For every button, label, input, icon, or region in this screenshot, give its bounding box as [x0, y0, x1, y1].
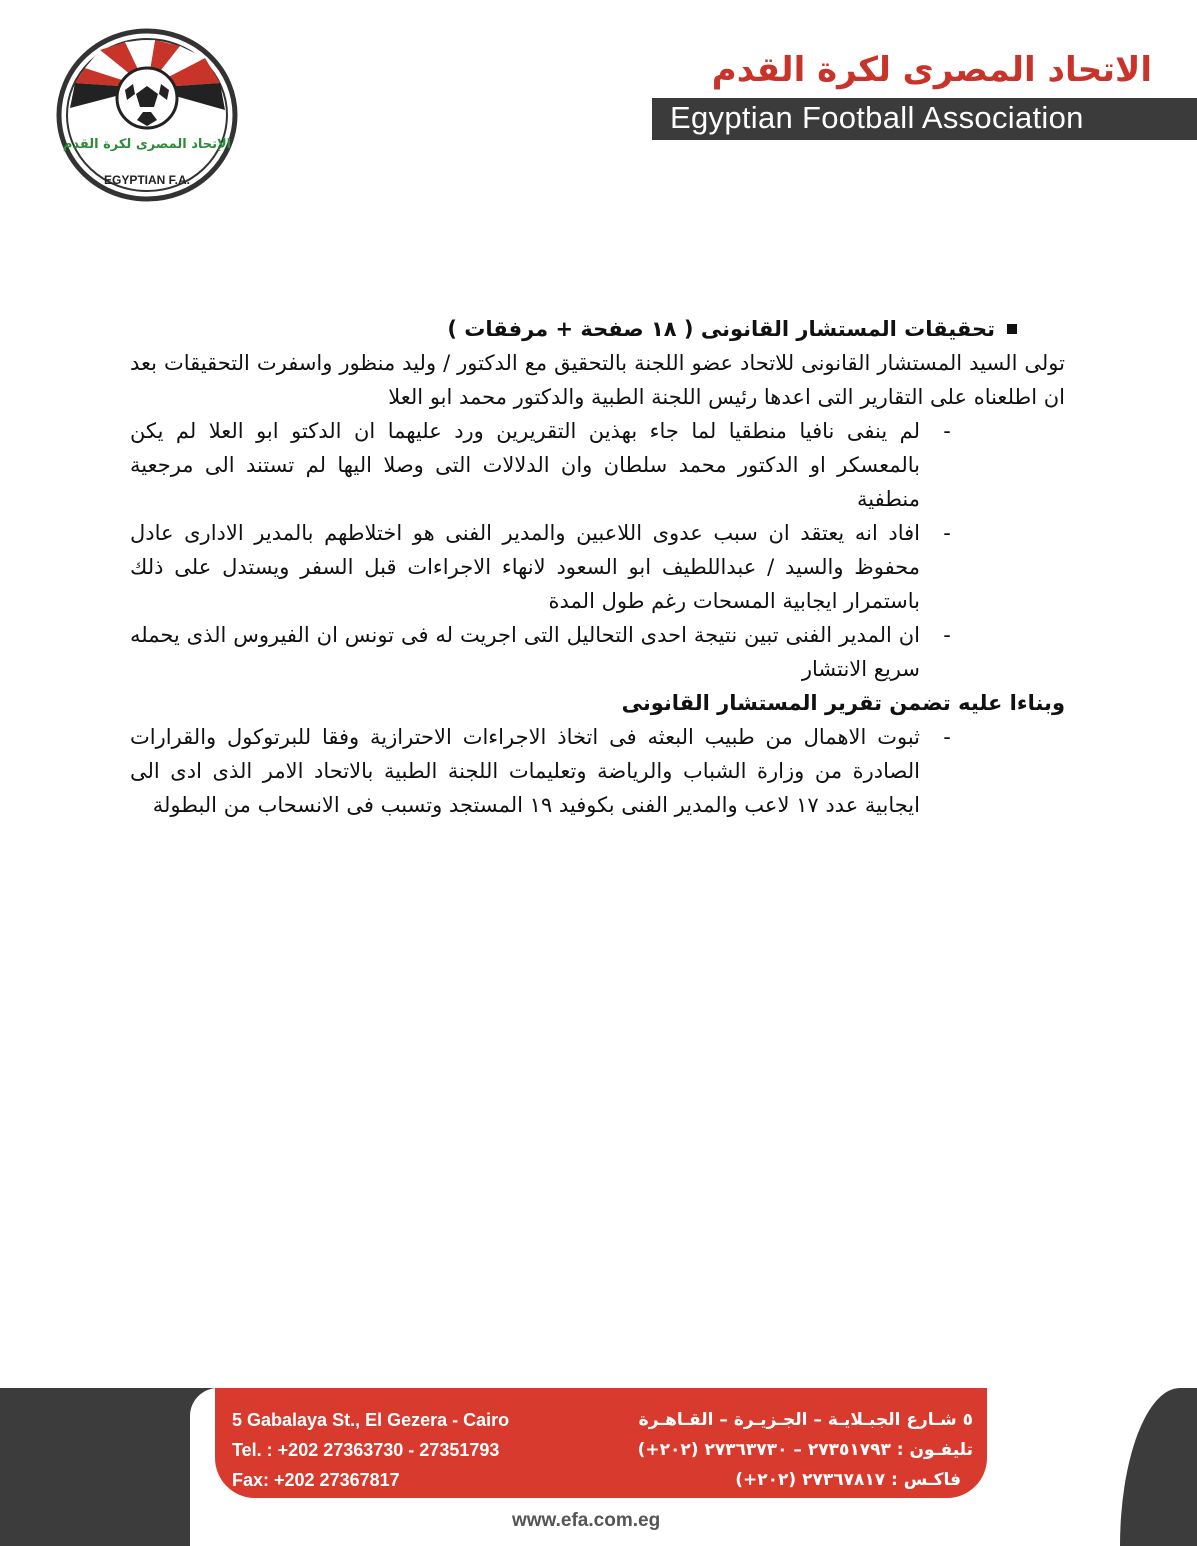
efa-logo — [55, 28, 240, 203]
conclusion-text: ثبوت الاهمال من طبيب البعثه فى اتخاذ الاجراءات الاحترازية وفقا للبرتوكول والقرارات الصادرة من وزارة الشباب والرياضة وتعليمات اللجنة الطبية بالاتحاد الامر الذى ادى الى ايجابية عدد ١٧ لاعب والمدير الفنى بكوفيد ١٩ المستجد وتسبب فى الانسحاب من البطولة — [130, 725, 920, 817]
footer-address-arabic: ٥ شـارع الجبـلايـة – الجـزيـرة – القـاهـرة — [638, 1410, 973, 1430]
conclusion-heading: وبناءا عليه تضمن تقرير المستشار القانونى — [621, 691, 1065, 715]
finding-item — [130, 516, 1065, 618]
dash-bullet-icon: - — [943, 521, 951, 545]
dash-bullet-icon: - — [943, 623, 951, 647]
footer-fax-english: Fax: +202 27367817 — [232, 1470, 400, 1490]
footer-fax-arabic: فاكـس : ٢٧٣٦٧٨١٧ (٢٠٢+) — [735, 1470, 961, 1490]
section-heading-text: تحقيقات المستشار القانونى ( ١٨ صفحة + مرفقات ) — [447, 317, 995, 341]
header-title-english: Egyptian Football Association — [670, 100, 1084, 135]
footer-tel-arabic: تليفـون : ٢٧٣٥١٧٩٣ – ٢٧٣٦٣٧٣٠ (٢٠٢+) — [637, 1440, 973, 1460]
finding-text: ان المدير الفنى تبين نتيجة احدى التحاليل التى اجريت له فى تونس ان الفيروس الذى يحمله سريع الانتشار — [130, 623, 920, 681]
logo-arabic-text: الإتحاد المصرى لكرة القدم — [62, 137, 232, 152]
footer-tel-english: Tel. : +202 27363730 - 27351793 — [232, 1440, 500, 1460]
footer-website-link[interactable]: www.efa.com.eg — [512, 1510, 661, 1531]
dash-bullet-icon: - — [943, 725, 951, 749]
footer-address-english: 5 Gabalaya St., El Gezera - Cairo — [232, 1410, 510, 1430]
dash-bullet-icon: - — [943, 419, 951, 443]
logo-english-text: EGYPTIAN F.A. — [103, 173, 191, 187]
square-bullet-icon — [1007, 324, 1017, 334]
intro-paragraph: تولى السيد المستشار القانونى للاتحاد عضو اللجنة بالتحقيق مع الدكتور / وليد منظور واسفرت التحقيقات بعد ان اطلعناه على التقارير التى اعدها رئيس اللجنة الطبية والدكتور محمد ابو العلا — [130, 351, 1065, 409]
finding-text: افاد انه يعتقد ان سبب عدوى اللاعبين والمدير الفنى هو اختلاطهم بالمدير الادارى عادل محفوظ والسيد / عبداللطيف ابو السعود لانهاء الاجراءات قبل السفر ويستدل على ذلك باستمرار ايجابية المسحات رغم طول المدة — [130, 521, 920, 613]
finding-item — [130, 618, 1065, 686]
conclusion-item — [130, 720, 1065, 822]
efa-logo-emblem — [55, 28, 240, 203]
header-title-arabic: الاتحاد المصرى لكرة القدم — [711, 50, 1152, 90]
finding-item — [130, 414, 1065, 516]
finding-text: لم ينفى نافيا منطقيا لما جاء بهذين التقريرين ورد عليهما ان الدكتو ابو العلا لم يكن بالمعسكر او الدكتور محمد سلطان وان الدلالات التى وصلا اليها لم تستند الى مرجعية منطفية — [130, 419, 920, 511]
section-heading — [130, 312, 1065, 346]
document-body — [130, 312, 1065, 822]
